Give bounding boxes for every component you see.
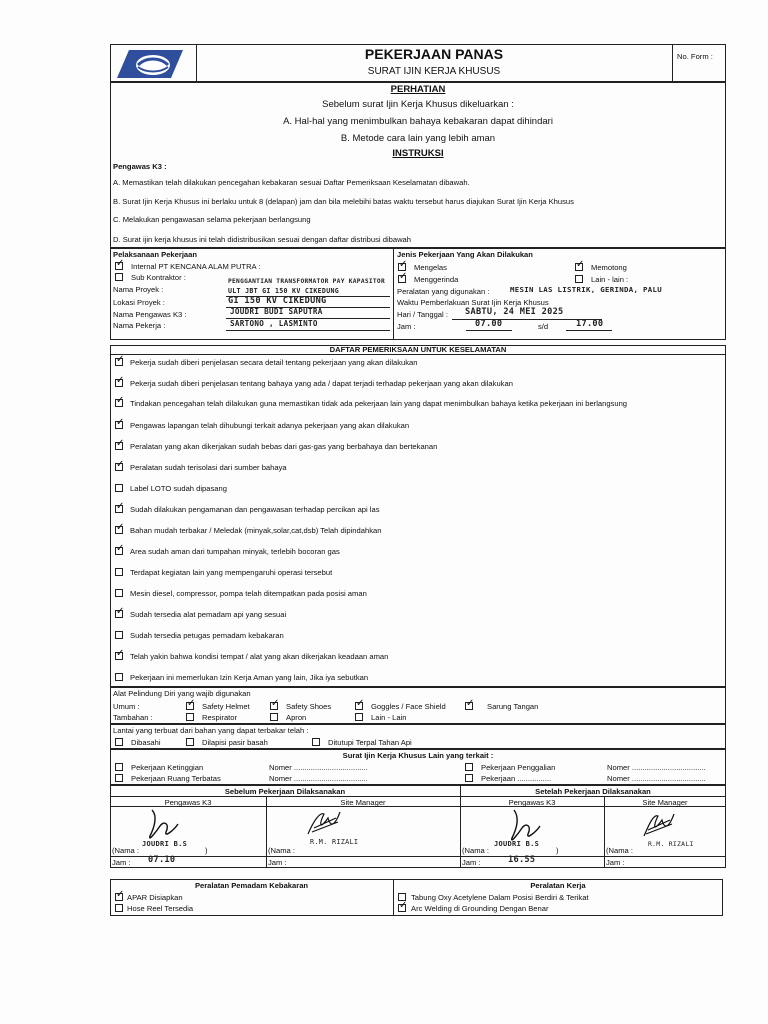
pekerja-label: Nama Pekerja : xyxy=(113,321,166,330)
shoes-label: Safety Shoes xyxy=(286,702,332,711)
lain-lain-label: Lain - lain : xyxy=(591,275,629,284)
arc-welding-checkbox[interactable] xyxy=(398,904,406,912)
checklist-item-label: Pekerjaan ini memerlukan Izin Kerja Aman yang lain, Jika iya sebutkan xyxy=(130,673,369,682)
apron-checkbox[interactable] xyxy=(270,713,278,721)
pasir-label: Dilapisi pasir basah xyxy=(202,738,268,747)
nomor-4: Nomer ................................... xyxy=(607,774,706,783)
ruang-label: Pekerjaan Ruang Terbatas xyxy=(131,774,221,783)
checklist-item-label: Terdapat kegiatan lain yang mempengaruhi operasi tersebut xyxy=(130,568,333,577)
nomor-3: Nomer ................................... xyxy=(607,763,706,772)
checklist-checkbox[interactable] xyxy=(115,652,123,660)
setelah-jam-label-2: Jam : xyxy=(606,858,625,867)
checklist-checkbox[interactable] xyxy=(115,484,123,492)
signature-manager-after xyxy=(636,808,682,842)
k3-label: Pengawas K3 : xyxy=(113,162,167,171)
checklist-item-label: Pengawas lapangan telah dihubungi terkait adanya pekerjaan yang akan dilakukan xyxy=(130,421,410,430)
nama-proyek-label: Nama Proyek : xyxy=(113,285,164,294)
oxy-label: Tabung Oxy Acetylene Dalam Posisi Berdiri & Terikat xyxy=(411,893,589,902)
pengawas-label: Nama Pengawas K3 : xyxy=(113,310,187,319)
sig-jam-rule xyxy=(110,856,726,857)
setelah-heading: Setelah Pekerjaan Dilaksanakan xyxy=(535,787,651,796)
hose-checkbox[interactable] xyxy=(115,904,123,912)
checklist-checkbox[interactable] xyxy=(115,442,123,450)
nomor-1: Nomer ................................... xyxy=(269,763,368,772)
header-divider-right xyxy=(672,44,673,82)
mengelas-label: Mengelas xyxy=(414,263,447,272)
pekerjaan-lain-label: Pekerjaan ................ xyxy=(481,774,552,783)
setelah-name-pengawas: JOUDRI B.S xyxy=(494,840,540,848)
mengelas-checkbox[interactable] xyxy=(398,263,406,271)
setelah-jam-label-1: Jam : xyxy=(462,858,481,867)
apar-checkbox[interactable] xyxy=(115,893,123,901)
signature-manager-before xyxy=(300,806,350,840)
jam-to-value: 17.00 xyxy=(576,319,604,329)
jam-label: Jam : xyxy=(397,322,416,331)
perhatian-heading: PERHATIAN xyxy=(390,84,446,95)
nomor-2: Nomer ................................... xyxy=(269,774,368,783)
apd-tambahan-label: Tambahan : xyxy=(113,713,153,722)
apron-label: Apron xyxy=(286,713,307,722)
checklist-checkbox[interactable] xyxy=(115,463,123,471)
jam-from-value: 07.00 xyxy=(475,319,503,329)
pengawas-value: JOUDRI BUDI SAPUTRA xyxy=(230,307,323,316)
apd-heading: Alat Pelindung Diri yang wajib digunakan xyxy=(113,689,251,698)
k3-item-d: D. Surat ijin kerja khusus ini telah didistribusikan sesuai dengan daftar distribusi dibawah xyxy=(113,235,412,244)
dibasahi-checkbox[interactable] xyxy=(115,738,123,746)
checklist-item-label: Mesin diesel, compressor, pompa telah ditempatkan pada posisi aman xyxy=(130,589,367,598)
terpal-label: Ditutupi Terpal Tahan Api xyxy=(328,738,412,747)
checklist-heading-rule xyxy=(110,354,726,355)
checklist-heading: DAFTAR PEMERIKSAAN UNTUK KESELAMATAN xyxy=(329,345,507,354)
sebelum-name-manager: R.M. RIZALI xyxy=(310,838,359,846)
pelaksanaan-heading: Pelaksanaan Pekerjaan xyxy=(113,250,198,259)
notice-line-2: A. Hal-hal yang menimbulkan bahaya kebakaran dapat dihindari xyxy=(283,116,553,127)
checklist-checkbox[interactable] xyxy=(115,505,123,513)
notice-line-3: B. Metode cara lain yang lebih aman xyxy=(340,133,496,144)
respirator-label: Respirator xyxy=(202,713,238,722)
lokasi-value: GI 150 KV CIKEDUNG xyxy=(228,296,327,306)
pekerja-value: SARTONO , LASMINTO xyxy=(230,319,318,328)
memotong-label: Memotong xyxy=(591,263,627,272)
checklist-checkbox[interactable] xyxy=(115,547,123,555)
sebelum-jam-label-1: Jam : xyxy=(112,858,131,867)
terpal-checkbox[interactable] xyxy=(312,738,320,746)
goggles-label: Goggles / Face Shield xyxy=(371,702,446,711)
setelah-nama-suffix-1: ) xyxy=(556,846,559,855)
penggalian-label: Pekerjaan Penggalian xyxy=(481,763,556,772)
pasir-checkbox[interactable] xyxy=(186,738,194,746)
form-title: PEKERJAAN PANAS xyxy=(364,46,504,62)
setelah-nama-prefix-1: (Nama : xyxy=(462,846,490,855)
menggerinda-label: Menggerinda xyxy=(414,275,459,284)
sebelum-nama-suffix-1: ) xyxy=(205,846,208,855)
peralatan-label: Peralatan yang digunakan : xyxy=(397,287,490,296)
checklist-item-label: Pekerja sudah diberi penjelasan secara detail tentang pekerjaan yang akan dilakukan xyxy=(130,358,418,367)
ketinggian-label: Pekerjaan Ketinggian xyxy=(131,763,204,772)
apd-umum-label: Umum : xyxy=(113,702,140,711)
helmet-checkbox[interactable] xyxy=(186,702,194,710)
nama-proyek-value-1: PENGGANTIAN TRANSFORMATOR PAY KAPASITOR xyxy=(228,278,385,285)
menggerinda-checkbox[interactable] xyxy=(398,275,406,283)
goggles-checkbox[interactable] xyxy=(355,702,363,710)
setelah-col-pengawas: Pengawas K3 xyxy=(508,798,556,807)
apar-label: APAR Disiapkan xyxy=(127,893,183,902)
penggalian-checkbox[interactable] xyxy=(465,763,473,771)
k3-item-a: A. Memastikan telah dilakukan pencegahan kebakaran sesuai Daftar Pemeriksaan Keselamatan dibawah. xyxy=(113,178,470,187)
company-logo xyxy=(113,46,193,80)
shoes-checkbox[interactable] xyxy=(270,702,278,710)
pekerja-underline xyxy=(226,330,390,331)
signature-pengawas-before xyxy=(140,806,200,844)
lokasi-label: Lokasi Proyek : xyxy=(113,298,165,307)
instruksi-heading: INSTRUKSI xyxy=(392,148,444,159)
sub-kontraktor-checkbox[interactable] xyxy=(115,273,123,281)
pelaksanaan-divider xyxy=(393,248,394,340)
sebelum-col-pengawas: Pengawas K3 xyxy=(164,798,212,807)
memotong-checkbox[interactable] xyxy=(575,263,583,271)
checklist-item-label: Tindakan pencegahan telah dilakukan guna memastikan tidak ada pekerjaan lain yang dapat menimbulkan bahaya ketika pekerjaan ini berlangsung xyxy=(130,399,628,408)
sig-heading-rule xyxy=(110,796,726,797)
pekerjaan-lain-checkbox[interactable] xyxy=(465,774,473,782)
checklist-checkbox[interactable] xyxy=(115,673,123,681)
checklist-item-label: Telah yakin bahwa kondisi tempat / alat yang akan dikerjakan keadaan aman xyxy=(130,652,389,661)
jenis-heading: Jenis Pekerjaan Yang Akan Dilakukan xyxy=(397,250,533,259)
notice-line-1: Sebelum surat Ijin Kerja Khusus dikeluarkan : xyxy=(322,99,514,110)
apd-lain-label: Lain - Lain xyxy=(371,713,407,722)
internal-checkbox[interactable] xyxy=(115,262,123,270)
checklist-item-label: Peralatan yang akan dikerjakan sudah bebas dari gas-gas yang berbahaya dan bertekanan xyxy=(130,442,438,451)
checklist-checkbox[interactable] xyxy=(115,379,123,387)
sebelum-jam-label-2: Jam : xyxy=(268,858,287,867)
sebelum-nama-prefix-1: (Nama : xyxy=(112,846,140,855)
checklist-item-label: Sudah tersedia alat pemadam api yang sesuai xyxy=(130,610,287,619)
checklist-item-label: Pekerja sudah diberi penjelasan tentang bahaya yang ada / dapat terjadi terhadap pekerjaan yang akan dilakukan xyxy=(130,379,513,388)
sebelum-heading: Sebelum Pekerjaan Dilaksanakan xyxy=(224,787,346,796)
k3-item-b: B. Surat Ijin Kerja Khusus ini berlaku untuk 8 (delapan) jam dan bila melebihi batas waktu tersebut harus diajukan Surat Ijin Kerja Khusus xyxy=(113,197,574,206)
sebelum-col-manager: Site Manager xyxy=(340,798,386,807)
nama-proyek-value-2: ULT JBT GI 150 KV CIKEDUNG xyxy=(228,287,340,295)
no-form-label: No. Form : xyxy=(677,52,713,61)
ketinggian-checkbox[interactable] xyxy=(115,763,123,771)
setelah-nama-prefix-2: (Nama : xyxy=(606,846,634,855)
checklist-checkbox[interactable] xyxy=(115,358,123,366)
dibasahi-label: Dibasahi xyxy=(131,738,161,747)
respirator-checkbox[interactable] xyxy=(186,713,194,721)
checklist-checkbox[interactable] xyxy=(115,421,123,429)
sebelum-jam-pengawas: 07.10 xyxy=(148,855,176,865)
lain-lain-checkbox[interactable] xyxy=(575,275,583,283)
checklist-item-label: Peralatan sudah terisolasi dari sumber bahaya xyxy=(130,463,287,472)
checklist-item-label: Sudah dilakukan pengamanan dan pengawasan terhadap percikan api las xyxy=(130,505,380,514)
k3-item-c: C. Melakukan pengawasan selama pekerjaan berlangsung xyxy=(113,215,311,224)
sub-kontraktor-label: Sub Kontraktor : xyxy=(131,273,186,282)
checklist-checkbox[interactable] xyxy=(115,568,123,576)
pemadam-heading: Peralatan Pemadam Kebakaran xyxy=(194,881,309,890)
hose-label: Hose Reel Tersedia xyxy=(127,904,194,913)
checklist-checkbox[interactable] xyxy=(115,399,123,407)
internal-label: Internal PT KENCANA ALAM PUTRA : xyxy=(131,262,261,271)
checklist-item-label: Bahan mudah terbakar / Meledak (minyak,solar,cat,dsb) Telah dipindahkan xyxy=(130,526,382,535)
apd-lain-checkbox[interactable] xyxy=(355,713,363,721)
setelah-jam-pengawas: 16.55 xyxy=(508,855,536,865)
checklist-item-label: Area sudah aman dari tumpahan minyak, terlebih bocoran gas xyxy=(130,547,340,556)
hari-value: SABTU, 24 MEI 2025 xyxy=(465,307,564,317)
ijin-lain-heading: Surat Ijin Kerja Khusus Lain yang terkait : xyxy=(342,751,494,760)
sebelum-nama-prefix-2: (Nama : xyxy=(268,846,296,855)
setelah-col-manager: Site Manager xyxy=(642,798,688,807)
sarung-label: Sarung Tangan xyxy=(487,702,539,711)
hari-label: Hari / Tanggal : xyxy=(397,310,448,319)
checklist-checkbox[interactable] xyxy=(115,610,123,618)
sd-label: s/d xyxy=(538,322,549,331)
lantai-heading: Lantai yang terbuat dari bahan yang dapat terbakar telah : xyxy=(113,726,309,735)
checklist-checkbox[interactable] xyxy=(115,589,123,597)
checklist-checkbox[interactable] xyxy=(115,631,123,639)
form-subtitle: SURAT IJIN KERJA KHUSUS xyxy=(367,66,501,77)
arc-welding-label: Arc Welding di Grounding Dengan Benar xyxy=(411,904,549,913)
peralatan-kerja-heading: Peralatan Kerja xyxy=(530,881,586,890)
jam-from-underline xyxy=(466,330,512,331)
waktu-label: Waktu Pemberlakuan Surat Ijin Kerja Khusus xyxy=(397,298,549,307)
peralatan-value: MESIN LAS LISTRIK, GERINDA, PALU xyxy=(510,285,662,294)
setelah-name-manager: R.M. RIZALI xyxy=(648,840,694,848)
checklist-checkbox[interactable] xyxy=(115,526,123,534)
jam-to-underline xyxy=(566,330,612,331)
sarung-checkbox[interactable] xyxy=(465,702,473,710)
ruang-checkbox[interactable] xyxy=(115,774,123,782)
checklist-item-label: Sudah tersedia petugas pemadam kebakaran xyxy=(130,631,284,640)
helmet-label: Safety Helmet xyxy=(202,702,250,711)
sebelum-name-pengawas: JOUDRI B.S xyxy=(142,840,188,848)
checklist-item-label: Label LOTO sudah dipasang xyxy=(130,484,227,493)
